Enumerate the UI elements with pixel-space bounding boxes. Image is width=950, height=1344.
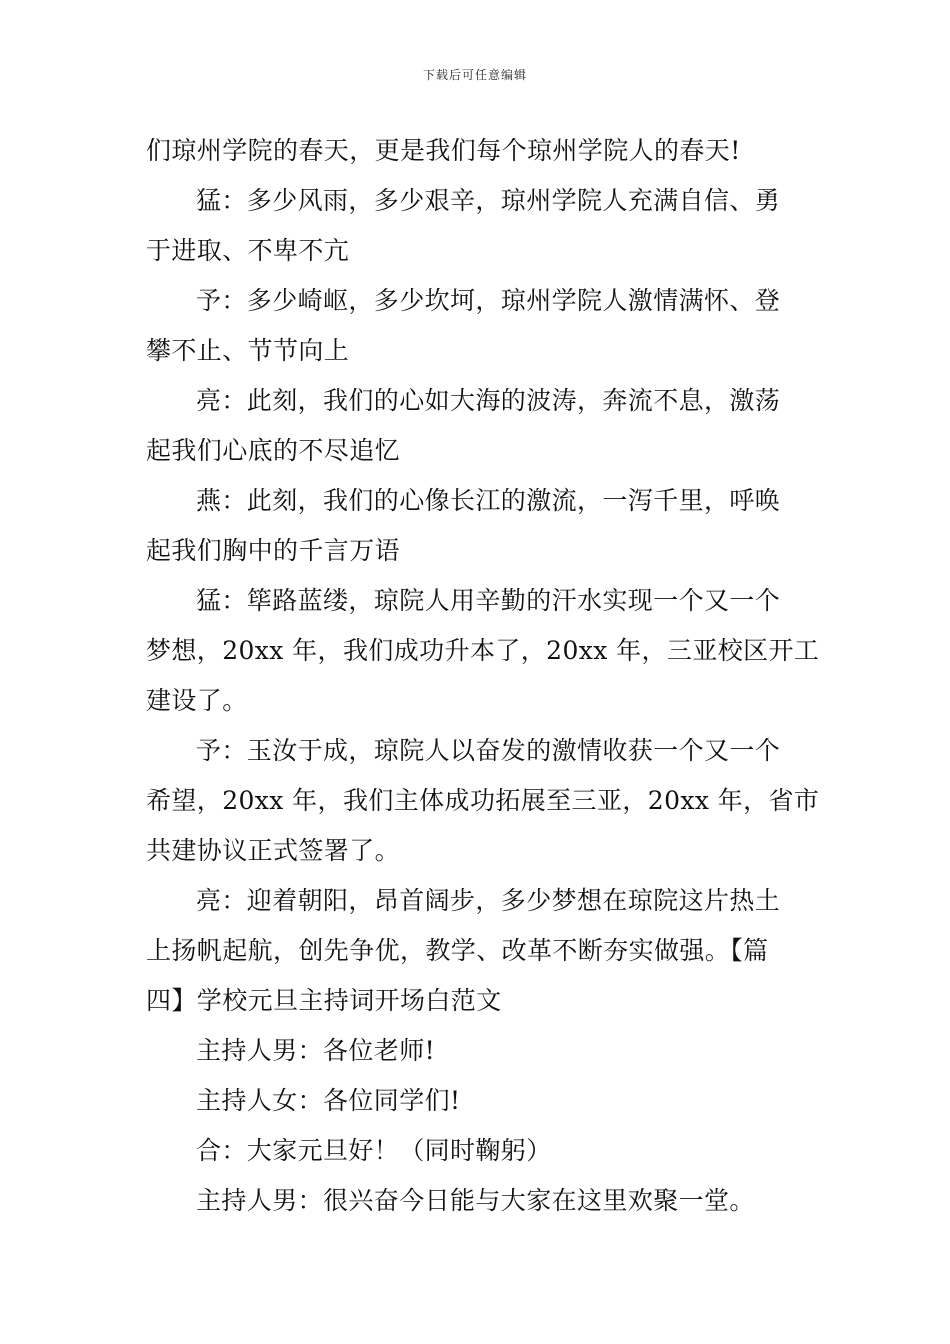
text-line: 燕：此刻，我们的心像长江的激流，一泻千里，呼唤 (196, 486, 781, 515)
text-line: 梦想，20xx 年，我们成功升本了，20xx 年，三亚校区开工 (146, 636, 820, 665)
section-heading-line: 四】学校元旦主持词开场白范文 (146, 986, 502, 1015)
text-line: 主持人女：各位同学们! (196, 1086, 461, 1115)
text-line: 主持人男：各位老师! (196, 1036, 436, 1065)
text-line: 希望，20xx 年，我们主体成功拓展至三亚，20xx 年，省市 (146, 786, 820, 815)
text-line: 亮：迎着朝阳，昂首阔步，多少梦想在琼院这片热土 (196, 886, 781, 915)
page-header: 下载后可任意编辑 (422, 68, 527, 82)
text-line: 攀不止、节节向上 (146, 336, 350, 365)
text-line: 建设了。 (146, 686, 248, 715)
text-line: 予：多少崎岖，多少坎坷，琼州学院人激情满怀、登 (196, 286, 781, 315)
text-line: 起我们胸中的千言万语 (146, 536, 401, 565)
text-line: 共建协议正式签署了。 (146, 836, 401, 865)
text-line: 合：大家元旦好！（同时鞠躬） (196, 1136, 552, 1165)
text-line: 猛：多少风雨，多少艰辛，琼州学院人充满自信、勇 (196, 186, 781, 215)
text-line: 亮：此刻，我们的心如大海的波涛，奔流不息，激荡 (196, 386, 781, 415)
document-body (146, 126, 820, 1226)
text-line: 猛：筚路蓝缕，琼院人用辛勤的汗水实现一个又一个 (196, 586, 781, 615)
text-line: 们琼州学院的春天，更是我们每个琼州学院人的春天! (146, 136, 741, 165)
text-line: 主持人男：很兴奋今日能与大家在这里欢聚一堂。 (196, 1186, 755, 1215)
text-line: 于进取、不卑不亢 (146, 236, 350, 265)
text-line: 起我们心底的不尽追忆 (146, 436, 401, 465)
text-line: 予：玉汝于成，琼院人以奋发的激情收获一个又一个 (196, 736, 781, 765)
text-line: 上扬帆起航，创先争优，教学、改革不断夯实做强。【篇 (146, 936, 769, 965)
